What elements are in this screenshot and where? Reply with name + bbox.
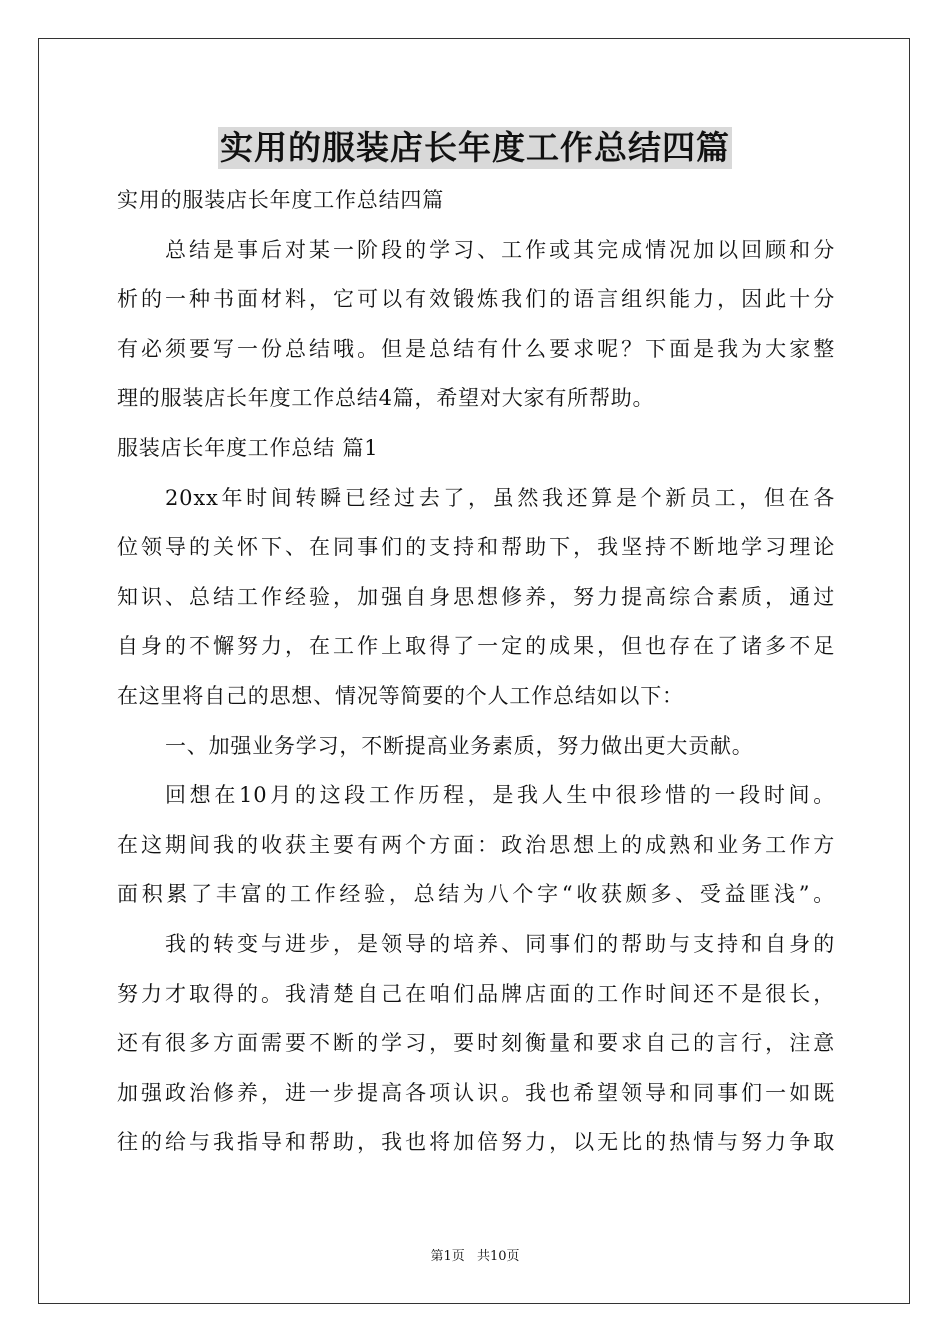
text-line: 努力才取得的。我清楚自己在咱们品牌店面的工作时间还不是很长， (117, 981, 835, 1006)
text-line: 实用的服装店长年度工作总结四篇 (117, 188, 444, 212)
text-line: 回想在10月的这段工作历程，是我人生中很珍惜的一段时间。 (165, 783, 835, 808)
text-line: 析的一种书面材料，它可以有效锻炼我们的语言组织能力，因此十分 (117, 287, 835, 312)
document-body (117, 176, 835, 1168)
text-line: 我的转变与进步，是领导的培养、同事们的帮助与支持和自身的 (165, 931, 835, 956)
text-line: 位领导的关怀下、在同事们的支持和帮助下，我坚持不断地学习理论 (117, 535, 835, 560)
text-line: 面积累了丰富的工作经验，总结为八个字“收获颇多、受益匪浅”。 (117, 882, 835, 907)
page-number: 第1页 (430, 1249, 465, 1264)
text-line: 加强政治修养，进一步提高各项认识。我也希望领导和同事们一如既 (117, 1080, 835, 1105)
text-line: 20xx年时间转瞬已经过去了，虽然我还算是个新员工，但在各 (165, 485, 835, 510)
text-line: 有必须要写一份总结哦。但是总结有什么要求呢？下面是我为大家整 (117, 336, 835, 361)
document-title: 实用的服装店长年度工作总结四篇 (220, 128, 730, 167)
total-pages: 共10页 (476, 1249, 520, 1264)
title-container (0, 127, 950, 169)
text-line: 还有很多方面需要不断的学习，要时刻衡量和要求自己的言行，注意 (117, 1031, 835, 1056)
text-line: 总结是事后对某一阶段的学习、工作或其完成情况加以回顾和分 (165, 237, 835, 262)
text-line: 自身的不懈努力，在工作上取得了一定的成果，但也存在了诸多不足 (117, 634, 835, 659)
page-footer (0, 1248, 950, 1266)
text-line: 服装店长年度工作总结 篇1 (117, 435, 379, 460)
text-line: 知识、总结工作经验，加强自身思想修养，努力提高综合素质，通过 (117, 584, 835, 609)
text-line: 一、加强业务学习，不断提高业务素质，努力做出更大贡献。 (165, 733, 754, 758)
text-line: 在这里将自己的思想、情况等简要的个人工作总结如以下： (117, 683, 684, 708)
text-line: 理的服装店长年度工作总结4篇，希望对大家有所帮助。 (117, 386, 655, 411)
text-line: 在这期间我的收获主要有两个方面：政治思想上的成熟和业务工作方 (117, 832, 835, 857)
text-line: 往的给与我指导和帮助，我也将加倍努力，以无比的热情与努力争取 (117, 1130, 835, 1155)
